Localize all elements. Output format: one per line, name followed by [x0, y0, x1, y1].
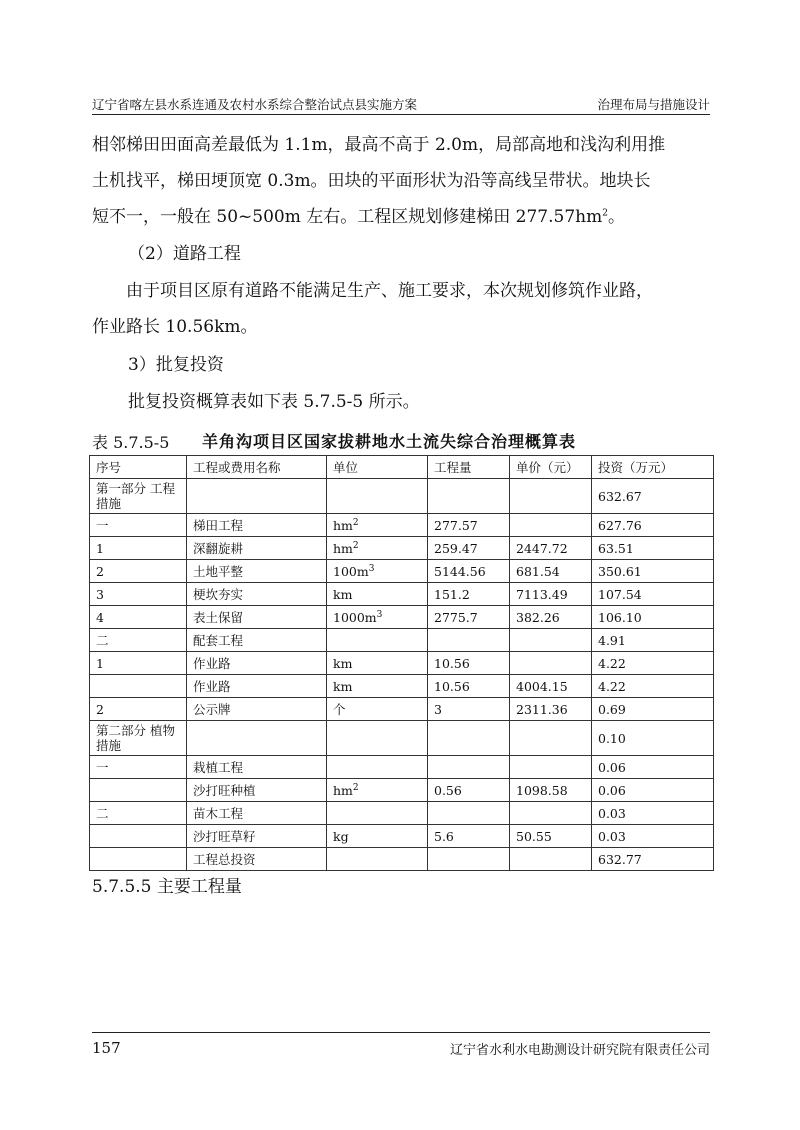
- cell-unit: 个: [327, 698, 428, 721]
- table-row: [90, 560, 714, 583]
- cell-unit: [327, 721, 428, 756]
- table-row: [90, 583, 714, 606]
- cell-unit-price: 2447.72: [510, 537, 592, 560]
- cell-quantity: 0.56: [428, 779, 510, 802]
- table-row: [90, 675, 714, 698]
- paragraph-terrace-spec: [92, 127, 712, 235]
- header-cell-quantity: 工程量: [428, 456, 510, 479]
- cell-no: 二: [90, 802, 187, 825]
- cell-unit: $100m^3$: [327, 560, 428, 583]
- cell-no: 1: [90, 537, 187, 560]
- cell-no: 一: [90, 514, 187, 537]
- cell-unit: [327, 848, 428, 871]
- cell-quantity: 10.56: [428, 675, 510, 698]
- table-row: [90, 848, 714, 871]
- cell-no: 第二部分 植物措施: [90, 721, 187, 756]
- cell-name: 作业路: [187, 675, 327, 698]
- cell-quantity: [428, 721, 510, 756]
- cell-unit-price: [510, 652, 592, 675]
- cell-investment: 0.10: [592, 721, 714, 756]
- cell-unit-price: [510, 721, 592, 756]
- table-header-row: [90, 456, 714, 479]
- cell-unit-price: 7113.49: [510, 583, 592, 606]
- header-cell-name: 工程或费用名称: [187, 456, 327, 479]
- paragraph-line: 由于项目区原有道路不能满足生产、施工要求，本次规划修筑作业路，: [126, 281, 653, 301]
- cell-unit: $hm^2$: [327, 537, 428, 560]
- header-cell-unit: 单位: [327, 456, 428, 479]
- cell-name: 公示牌: [187, 698, 327, 721]
- cell-no: 2: [90, 560, 187, 583]
- cell-no: 第一部分 工程措施: [90, 479, 187, 514]
- header-cell-no: 序号: [90, 456, 187, 479]
- paragraph-road: [92, 273, 712, 345]
- cell-investment: 350.61: [592, 560, 714, 583]
- table-row: [90, 606, 714, 629]
- cell-name: 土地平整: [187, 560, 327, 583]
- table-row: [90, 698, 714, 721]
- cell-name: [187, 721, 327, 756]
- cell-name: 工程总投资: [187, 848, 327, 871]
- cell-unit-price: [510, 756, 592, 779]
- cell-investment: 4.22: [592, 652, 714, 675]
- table-row: [90, 652, 714, 675]
- cell-unit-price: 681.54: [510, 560, 592, 583]
- cell-quantity: 2775.7: [428, 606, 510, 629]
- cell-investment: 0.03: [592, 825, 714, 848]
- cell-no: 3: [90, 583, 187, 606]
- cell-unit: [327, 756, 428, 779]
- cell-name: 苗木工程: [187, 802, 327, 825]
- cell-quantity: 5144.56: [428, 560, 510, 583]
- cell-unit-price: 4004.15: [510, 675, 592, 698]
- cell-quantity: 151.2: [428, 583, 510, 606]
- cell-unit-price: 1098.58: [510, 779, 592, 802]
- cell-no: 一: [90, 756, 187, 779]
- cell-quantity: [428, 479, 510, 514]
- paragraph-line: 作业路长 10.56km。: [92, 317, 258, 337]
- cell-unit-price: [510, 848, 592, 871]
- budget-table: [89, 455, 714, 871]
- cell-no: [90, 848, 187, 871]
- page-number: 157: [92, 1039, 121, 1057]
- subsection-heading: 5.7.5.5 主要工程量: [92, 877, 242, 897]
- cell-name: 沙打旺种植: [187, 779, 327, 802]
- footer-organization: 辽宁省水利水电勘测设计研究院有限责任公司: [449, 1043, 710, 1058]
- table-row: [90, 514, 714, 537]
- cell-investment: 632.67: [592, 479, 714, 514]
- paragraph-line: 土机找平，梯田埂顶宽 0.3m。田块的平面形状为沿等高线呈带状。地块长: [92, 171, 651, 191]
- cell-investment: 63.51: [592, 537, 714, 560]
- cell-quantity: [428, 802, 510, 825]
- cell-unit: [327, 802, 428, 825]
- cell-investment: 4.22: [592, 675, 714, 698]
- table-caption: [92, 428, 712, 452]
- running-footer: [92, 1032, 710, 1057]
- cell-name: [187, 479, 327, 514]
- cell-name: 深翻旋耕: [187, 537, 327, 560]
- header-cell-unit-price: 单价（元）: [510, 456, 592, 479]
- table-row: [90, 479, 714, 514]
- cell-unit-price: 382.26: [510, 606, 592, 629]
- cell-no: [90, 779, 187, 802]
- cell-investment: 632.77: [592, 848, 714, 871]
- cell-name: 沙打旺草籽: [187, 825, 327, 848]
- cell-name: 表土保留: [187, 606, 327, 629]
- cell-unit: [327, 629, 428, 652]
- table-row: [90, 756, 714, 779]
- header-chapter-title: 治理布局与措施设计: [597, 97, 710, 112]
- header-document-title: 辽宁省喀左县水系连通及农村水系综合整治试点县实施方案: [92, 97, 418, 112]
- paragraph-investment-intro: 批复投资概算表如下表 5.7.5-5 所示。: [128, 392, 420, 412]
- cell-name: 栽植工程: [187, 756, 327, 779]
- cell-unit-price: 50.55: [510, 825, 592, 848]
- cell-investment: 4.91: [592, 629, 714, 652]
- cell-quantity: [428, 848, 510, 871]
- cell-unit: [327, 479, 428, 514]
- cell-investment: 0.03: [592, 802, 714, 825]
- cell-quantity: 259.47: [428, 537, 510, 560]
- header-cell-investment: 投资（万元）: [592, 456, 714, 479]
- heading-road-engineering: （2）道路工程: [128, 244, 241, 264]
- table-row: [90, 802, 714, 825]
- cell-unit: $1000m^3$: [327, 606, 428, 629]
- cell-investment: 627.76: [592, 514, 714, 537]
- paragraph-line: 相邻梯田田面高差最低为 1.1m，最高不高于 2.0m，局部高地和浅沟利用推: [92, 135, 666, 155]
- cell-unit-price: [510, 629, 592, 652]
- cell-unit-price: 2311.36: [510, 698, 592, 721]
- cell-no: [90, 675, 187, 698]
- cell-name: 配套工程: [187, 629, 327, 652]
- cell-quantity: 5.6: [428, 825, 510, 848]
- cell-no: 4: [90, 606, 187, 629]
- cell-no: [90, 825, 187, 848]
- cell-no: 二: [90, 629, 187, 652]
- paragraph-line: 短不一，一般在 50~500m 左右。工程区规划修建梯田 $277.57hm^2$。: [92, 207, 625, 227]
- cell-unit: kg: [327, 825, 428, 848]
- cell-investment: 0.06: [592, 756, 714, 779]
- cell-quantity: 3: [428, 698, 510, 721]
- cell-unit: $hm^2$: [327, 514, 428, 537]
- cell-quantity: [428, 629, 510, 652]
- table-row: [90, 721, 714, 756]
- cell-name: 梗坎夯实: [187, 583, 327, 606]
- cell-quantity: [428, 756, 510, 779]
- cell-unit-price: [510, 479, 592, 514]
- cell-name: 作业路: [187, 652, 327, 675]
- table-body: [90, 479, 714, 871]
- cell-quantity: 10.56: [428, 652, 510, 675]
- table-row: [90, 629, 714, 652]
- cell-investment: 0.06: [592, 779, 714, 802]
- cell-unit-price: [510, 802, 592, 825]
- table-number: 表 5.7.5-5: [92, 433, 170, 452]
- table-row: [90, 825, 714, 848]
- cell-investment: 106.10: [592, 606, 714, 629]
- table-row: [90, 779, 714, 802]
- cell-unit: km: [327, 652, 428, 675]
- cell-unit: km: [327, 583, 428, 606]
- cell-unit-price: [510, 514, 592, 537]
- cell-unit: km: [327, 675, 428, 698]
- cell-no: 1: [90, 652, 187, 675]
- cell-quantity: 277.57: [428, 514, 510, 537]
- cell-investment: 107.54: [592, 583, 714, 606]
- table-row: [90, 537, 714, 560]
- cell-no: 2: [90, 698, 187, 721]
- cell-investment: 0.69: [592, 698, 714, 721]
- cell-name: 梯田工程: [187, 514, 327, 537]
- table-title: 羊角沟项目区国家拔耕地水土流失综合治理概算表: [202, 432, 577, 451]
- cell-unit: $hm^2$: [327, 779, 428, 802]
- heading-approved-investment: 3）批复投资: [128, 355, 224, 375]
- running-header: [92, 92, 710, 115]
